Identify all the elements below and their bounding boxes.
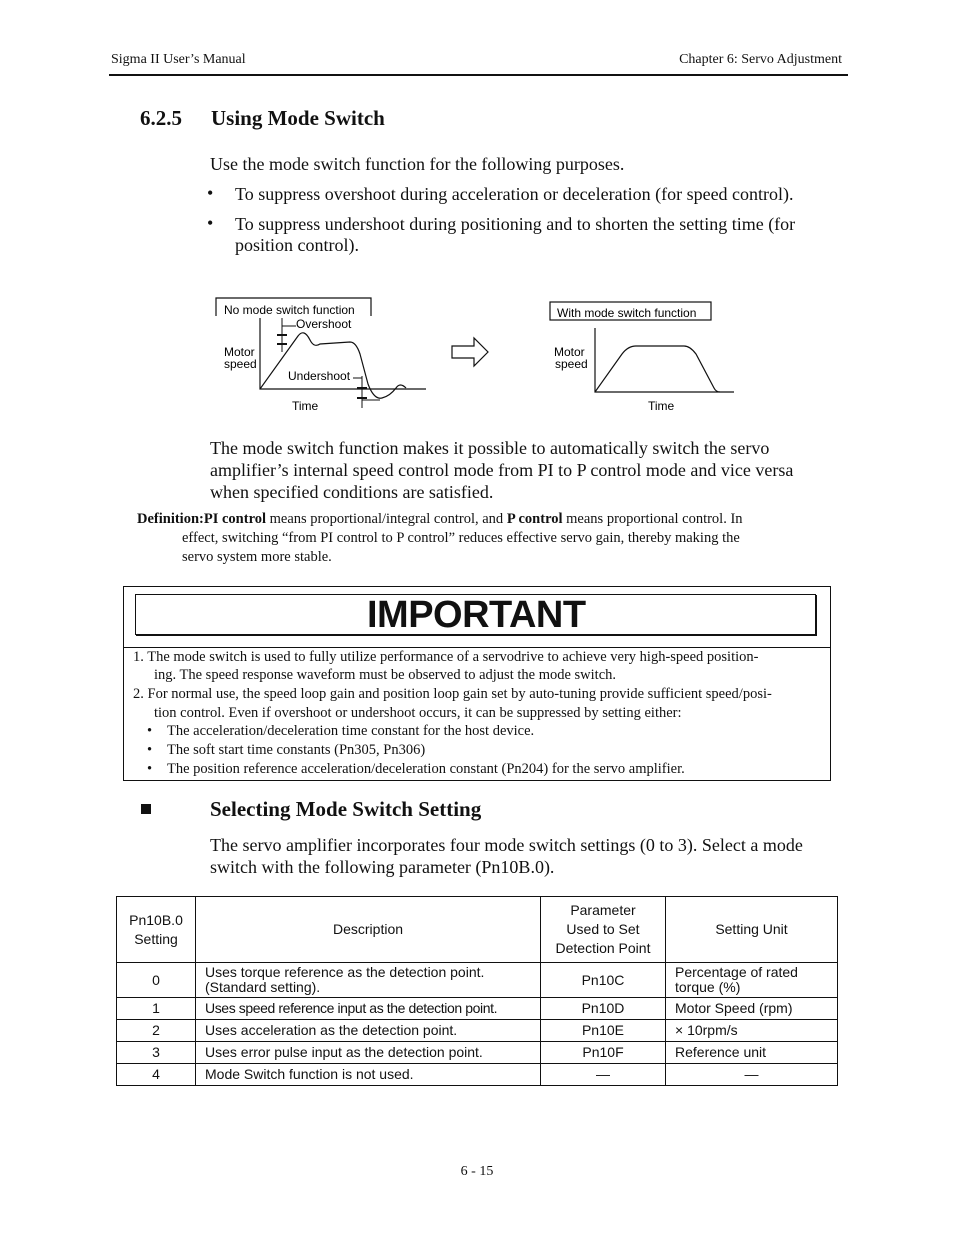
right-box-label: With mode switch function [557, 306, 697, 320]
running-header-left: Sigma II User’s Manual [111, 52, 246, 67]
subsection-text-2: switch with the following parameter (Pn10B.0). [210, 857, 555, 877]
bullet-marker: • [207, 183, 214, 203]
definition-p-text: means proportional control. In [562, 511, 743, 527]
important-bullet-2: The soft start time constants (Pn305, Pn306) [167, 742, 426, 758]
running-header-right: Chapter 6: Servo Adjustment [679, 52, 842, 67]
cell-parameter: Pn10E [541, 1020, 666, 1042]
table-row [117, 963, 838, 998]
bullet-marker: • [147, 761, 153, 777]
table-row [117, 998, 838, 1020]
definition-line-1 [137, 510, 743, 529]
important-title: IMPORTANT [367, 594, 586, 636]
section-title-text: Using Mode Switch [211, 106, 385, 130]
undershoot-label: Undershoot [288, 369, 351, 383]
important-bullet-1: The acceleration/deceleration time constant for the host device. [167, 723, 535, 739]
mode-switch-diagram [210, 292, 750, 422]
cell-description: Mode Switch function is not used. [196, 1064, 541, 1086]
important-line-4: tion control. Even if overshoot or undershoot occurs, it can be suppressed by setting either: [154, 705, 682, 721]
table-row [117, 1042, 838, 1064]
cell-setting: 3 [117, 1042, 196, 1064]
cell-parameter: — [541, 1064, 666, 1086]
right-waveform [595, 346, 720, 392]
cell-unit: — [666, 1064, 838, 1086]
definition-pi-term: PI control [203, 511, 267, 527]
bullet-item-2: To suppress undershoot during positioning and to shorten the setting time (for [235, 214, 796, 234]
cell-setting: 2 [117, 1020, 196, 1042]
important-line-3: 2. For normal use, the speed loop gain and position loop gain set by auto-tuning provide sufficient speed/posi- [133, 686, 772, 702]
page-number: 6 - 15 [460, 1164, 494, 1179]
header-parameter: Parameter Used to Set Detection Point [541, 897, 666, 963]
definition-p-term: P control [506, 511, 563, 527]
explanation-line-3: when specified conditions are satisfied. [210, 482, 494, 502]
left-box-label: No mode switch function [224, 303, 355, 317]
header-description: Description [196, 897, 541, 963]
important-title-box [135, 594, 816, 635]
cell-unit: Motor Speed (rpm) [666, 998, 838, 1020]
cell-setting: 4 [117, 1064, 196, 1086]
motor-label-left: Motor [224, 345, 255, 359]
section-title [140, 106, 385, 131]
bullet-marker: • [207, 213, 214, 233]
definition-pi-text: means proportional/integral control, and [266, 511, 507, 527]
overshoot-label: Overshoot [296, 317, 352, 331]
cell-description: Uses speed reference input as the detection point. [196, 998, 541, 1020]
table-header-row [117, 897, 838, 963]
important-bullet-3: The position reference acceleration/deceleration constant (Pn204) for the servo amplifier. [167, 761, 685, 777]
subsection-text-1: The servo amplifier incorporates four mode switch settings (0 to 3). Select a mode [210, 835, 803, 855]
bullet-item-1: To suppress overshoot during acceleration or deceleration (for speed control). [235, 184, 794, 204]
speed-label-left: speed [224, 357, 257, 371]
cell-unit: Reference unit [666, 1042, 838, 1064]
motor-label-right: Motor [554, 345, 585, 359]
bullet-item-2-cont: position control). [235, 235, 359, 255]
mode-switch-table [116, 896, 838, 1086]
square-bullet-icon [141, 804, 151, 814]
table-row [117, 1064, 838, 1086]
definition-line-2: effect, switching “from PI control to P control” reduces effective servo gain, thereby making the [182, 530, 740, 546]
cell-description: Uses acceleration as the detection point. [196, 1020, 541, 1042]
important-line-2: ing. The speed response waveform must be observed to adjust the mode switch. [154, 667, 617, 683]
header-setting: Pn10B.0 Setting [117, 897, 196, 963]
intro-text: Use the mode switch function for the following purposes. [210, 154, 625, 174]
cell-parameter: Pn10F [541, 1042, 666, 1064]
cell-unit: × 10rpm/s [666, 1020, 838, 1042]
header-rule [109, 74, 848, 76]
definition-line-3: servo system more stable. [182, 549, 332, 565]
right-axes [595, 328, 734, 392]
definition-label: Definition: [137, 511, 204, 527]
speed-label-right: speed [555, 357, 588, 371]
cell-setting: 1 [117, 998, 196, 1020]
table-row [117, 1020, 838, 1042]
cell-parameter: Pn10C [541, 963, 666, 998]
time-label-right: Time [648, 399, 675, 413]
bullet-marker: • [147, 723, 153, 739]
section-number: 6.2.5 [140, 106, 182, 130]
cell-description: Uses torque reference as the detection point. (Standard setting). [196, 963, 541, 998]
explanation-line-1: The mode switch function makes it possible to automatically switch the servo [210, 438, 770, 458]
time-label-left: Time [292, 399, 319, 413]
cell-unit: Percentage of rated torque (%) [666, 963, 838, 998]
bullet-marker: • [147, 742, 153, 758]
header-setting-unit: Setting Unit [666, 897, 838, 963]
cell-setting: 0 [117, 963, 196, 998]
subsection-title: Selecting Mode Switch Setting [210, 797, 482, 821]
explanation-line-2: amplifier’s internal speed control mode from PI to P control mode and vice versa [210, 460, 794, 480]
important-line-1: 1. The mode switch is used to fully utilize performance of a servodrive to achieve very high-speed position- [133, 649, 759, 665]
cell-description: Uses error pulse input as the detection point. [196, 1042, 541, 1064]
arrow-icon [452, 338, 488, 366]
cell-parameter: Pn10D [541, 998, 666, 1020]
